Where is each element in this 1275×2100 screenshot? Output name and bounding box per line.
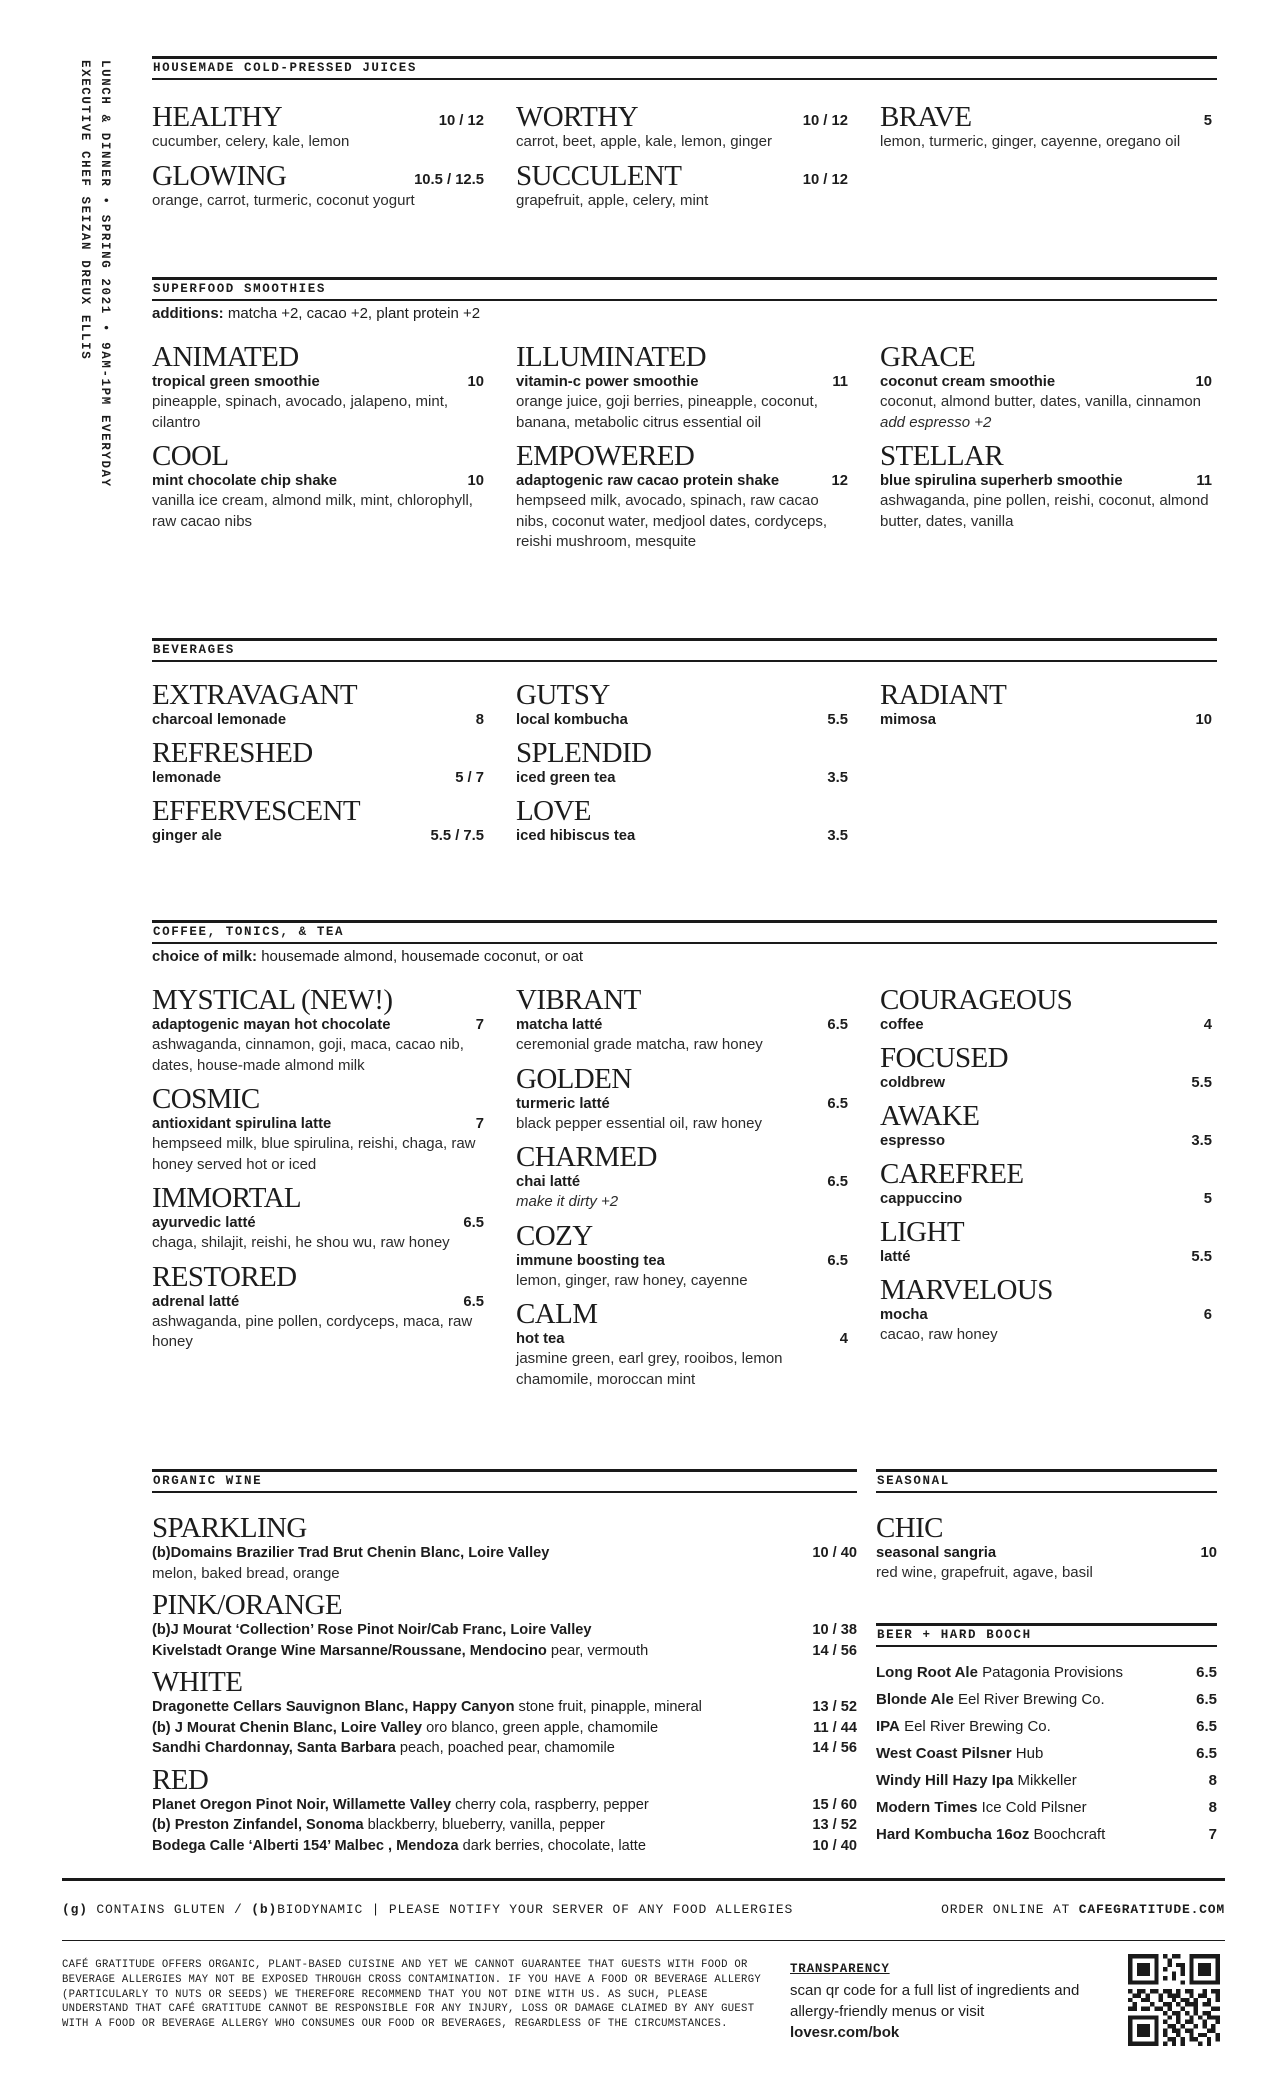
item-name: EXTRAVAGANT [152, 679, 358, 711]
item-name: LIGHT [880, 1216, 964, 1248]
wine-label: (b)J Mourat ‘Collection’ Rose Pinot Noir/Cab Franc, Loire Valley [152, 1622, 592, 1638]
item-sub: hot tea [516, 1331, 565, 1347]
wine-price: 13 / 52 [812, 1699, 857, 1715]
section-header: BEER + HARD BOOCH [876, 1623, 1217, 1647]
wine-price: 11 / 44 [813, 1719, 857, 1736]
wine-row [152, 1836, 857, 1857]
menu-item [516, 161, 848, 212]
item-desc: lemon, ginger, raw honey, cayenne [516, 1271, 748, 1289]
item-price: 11 [832, 374, 848, 390]
wine-list [152, 1513, 857, 1856]
item-desc-addon: add espresso +2 [880, 413, 992, 431]
item-price: 6.5 [827, 1017, 848, 1033]
menu-item [516, 102, 848, 153]
wine-group [152, 1667, 857, 1759]
wine-row [152, 1738, 857, 1759]
biodynamic-mark: (b) [251, 1902, 278, 1917]
beer-price: 8 [1208, 1799, 1217, 1816]
item-price: 12 [831, 473, 848, 489]
item-sub: cappuccino [880, 1191, 963, 1207]
menu-item [516, 738, 848, 788]
item-desc: red wine, grapefruit, agave, basil [876, 1564, 1093, 1581]
wine-label: (b) J Mourat Chenin Blanc, Loire Valley [152, 1719, 423, 1736]
item-price: 3.5 [827, 828, 848, 844]
smoothie-columns [152, 342, 1217, 561]
beer-price: 6.5 [1196, 1691, 1217, 1708]
column [152, 342, 484, 561]
item-sub: iced hibiscus tea [516, 828, 636, 844]
menu-item [880, 441, 1212, 532]
wine-group [152, 1590, 857, 1661]
item-sub: espresso [880, 1133, 945, 1149]
item-price: 5.5 / 7.5 [430, 828, 484, 844]
menu-item [516, 441, 848, 553]
item-desc: cacao, raw honey [880, 1326, 998, 1343]
item-price: 10 [1195, 374, 1212, 390]
item-name: GLOWING [152, 159, 287, 192]
item-sub: adaptogenic mayan hot chocolate [152, 1017, 391, 1033]
menu-item [152, 1262, 484, 1353]
wine-group-name: WHITE [152, 1666, 243, 1698]
menu-item [880, 985, 1212, 1035]
additions-label: additions: [152, 305, 224, 322]
beer-row [876, 1740, 1217, 1767]
menu-item [516, 1221, 848, 1292]
item-desc: carrot, beet, apple, kale, lemon, ginger [516, 133, 772, 150]
item-desc: lemon, turmeric, ginger, cayenne, oregano oil [880, 133, 1181, 150]
item-desc: ashwaganda, cinnamon, goji, maca, cacao nib, dates, house-made almond milk [152, 1036, 464, 1074]
menu-item [152, 1183, 484, 1254]
wine-desc: melon, baked bread, orange [152, 1564, 340, 1582]
item-name: CHARMED [516, 1141, 657, 1173]
menu-item [880, 1217, 1212, 1267]
wine-price: 13 / 52 [812, 1817, 857, 1833]
item-sub: immune boosting tea [516, 1252, 665, 1269]
item-price: 3.5 [1191, 1133, 1212, 1149]
item-price: 6.5 [827, 1174, 848, 1190]
transparency-text: scan qr code for a full list of ingredients and allergy-friendly menus or visit [790, 1982, 1080, 2020]
section-smoothies [152, 277, 1217, 561]
item-price: 5 / 7 [455, 770, 484, 786]
item-desc [516, 1192, 848, 1213]
item-sub: antioxidant spirulina latte [152, 1116, 332, 1132]
menu-item [516, 342, 848, 433]
item-price: 4 [1203, 1017, 1212, 1033]
wine-group-name: SPARKLING [152, 1512, 307, 1544]
section-seasonal [876, 1469, 1217, 1592]
column [152, 985, 484, 1398]
item-name: CALM [516, 1298, 598, 1330]
item-name: FOCUSED [880, 1042, 1008, 1074]
wine-notes: pear, vermouth [546, 1642, 649, 1659]
menu-item [880, 102, 1212, 153]
item-name: IMMORTAL [152, 1182, 302, 1214]
item-price: 10 / 12 [802, 113, 848, 129]
section-header: COFFEE, TONICS, & TEA [152, 920, 1217, 944]
transparency-block [790, 1962, 1110, 2043]
menu-item [152, 342, 484, 433]
item-name: ILLUMINATED [516, 341, 706, 373]
item-name: COOL [152, 440, 229, 472]
wine-notes: stone fruit, pinapple, mineral [514, 1699, 702, 1715]
item-name: COSMIC [152, 1083, 260, 1115]
item-name: LOVE [516, 795, 591, 827]
wine-row [152, 1641, 857, 1662]
additions-note [152, 305, 1217, 322]
item-sub: mint chocolate chip shake [152, 473, 338, 489]
beverage-columns [152, 680, 1217, 854]
item-price: 10 [1195, 712, 1212, 728]
item-name: GRACE [880, 341, 976, 373]
side-banner [75, 60, 115, 488]
section-coffee [152, 920, 1217, 1398]
item-name: EMPOWERED [516, 440, 695, 472]
item-name: REFRESHED [152, 737, 313, 769]
item-sub: latté [880, 1249, 911, 1265]
section-wine [152, 1469, 857, 1862]
item-price: 10 [467, 473, 484, 489]
item-sub: mocha [880, 1307, 928, 1323]
beer-label: Long Root Ale [876, 1664, 978, 1681]
item-name: MARVELOUS [880, 1274, 1053, 1306]
column [152, 102, 484, 219]
milk-note [152, 948, 1217, 965]
menu-item [152, 796, 484, 846]
menu-item [152, 680, 484, 730]
item-price: 5 [1203, 1191, 1212, 1207]
item-price: 6 [1203, 1307, 1212, 1323]
column [880, 342, 1212, 561]
beer-brewer: Ice Cold Pilsner [977, 1799, 1087, 1816]
wine-notes: cherry cola, raspberry, pepper [451, 1796, 649, 1813]
item-name: CHIC [876, 1512, 943, 1544]
item-name: EFFERVESCENT [152, 795, 361, 827]
item-name: SUCCULENT [516, 159, 682, 192]
item-price: 3.5 [827, 770, 848, 786]
beer-row [876, 1767, 1217, 1794]
menu-item [516, 1142, 848, 1213]
beer-row [876, 1794, 1217, 1821]
section-header: ORGANIC WINE [152, 1469, 857, 1493]
beer-row [876, 1659, 1217, 1686]
column [516, 985, 848, 1398]
section-header: SUPERFOOD SMOOTHIES [152, 277, 1217, 301]
item-desc: pineapple, spinach, avocado, jalapeno, mint, cilantro [152, 393, 449, 431]
item-price: 11 [1196, 473, 1212, 489]
column [880, 680, 1212, 854]
item-name: WORTHY [516, 101, 638, 133]
item-price: 5.5 [1191, 1075, 1212, 1091]
item-price: 6.5 [827, 1252, 848, 1269]
item-desc: ashwaganda, pine pollen, cordyceps, maca, raw honey [152, 1312, 473, 1350]
item-price: 10 [1200, 1545, 1217, 1561]
wine-notes: oro blanco, green apple, chamomile [422, 1719, 659, 1736]
beer-row [876, 1821, 1217, 1848]
item-name: ANIMATED [152, 341, 299, 373]
menu-item [516, 1299, 848, 1390]
menu-item [152, 985, 484, 1076]
wine-label: Dragonette Cellars Sauvignon Blanc, Happy Canyon [152, 1699, 515, 1715]
item-desc: hempseed milk, avocado, spinach, raw cacao nibs, coconut water, medjool dates, cordyceps, reishi mushroom, mesquite [516, 492, 828, 550]
wine-row [152, 1697, 857, 1718]
item-price: 8 [475, 712, 484, 728]
menu-item [880, 680, 1212, 730]
menu-item [516, 985, 848, 1056]
item-price: 5 [1203, 113, 1212, 129]
beer-brewer: Eel River Brewing Co. [899, 1718, 1051, 1735]
item-desc-text: coconut, almond butter, dates, vanilla, cinnamon [880, 393, 1202, 410]
item-sub: chai latté [516, 1174, 581, 1190]
item-desc: jasmine green, earl grey, rooibos, lemon chamomile, moroccan mint [516, 1350, 783, 1388]
item-sub: local kombucha [516, 712, 628, 728]
item-desc: hempseed milk, blue spirulina, reishi, chaga, raw honey served hot or iced [152, 1135, 476, 1173]
wine-group-name: PINK/ORANGE [152, 1589, 342, 1621]
menu-item [880, 1043, 1212, 1093]
column [516, 102, 848, 219]
item-price: 10 / 12 [802, 171, 848, 188]
order-site-link[interactable]: CAFEGRATITUDE.COM [1078, 1902, 1225, 1917]
section-beer [876, 1623, 1217, 1848]
wine-label: Planet Oregon Pinot Noir, Willamette Valley [152, 1796, 452, 1813]
item-desc: vanilla ice cream, almond milk, mint, chlorophyll, raw cacao nibs [152, 492, 473, 530]
item-price: 10.5 / 12.5 [414, 171, 484, 188]
wine-price: 10 / 38 [812, 1622, 857, 1638]
menu-item [880, 1275, 1212, 1346]
allergy-bar [62, 1902, 1225, 1917]
beer-row [876, 1686, 1217, 1713]
item-sub: adrenal latté [152, 1293, 240, 1310]
item-price: 4 [839, 1331, 848, 1347]
beer-brewer: Eel River Brewing Co. [953, 1691, 1105, 1708]
item-name: STELLAR [880, 440, 1004, 472]
item-sub: lemonade [152, 770, 222, 786]
item-name: HEALTHY [152, 101, 283, 133]
wine-group-name: RED [152, 1763, 209, 1796]
item-name: CAREFREE [880, 1158, 1024, 1190]
item-price: 6.5 [827, 1095, 848, 1112]
beer-brewer: Mikkeller [1013, 1772, 1077, 1789]
menu-item [880, 1101, 1212, 1151]
menu-item [152, 441, 484, 532]
menu-item [880, 1159, 1212, 1209]
item-desc: ceremonial grade matcha, raw honey [516, 1036, 763, 1053]
section-juices [152, 56, 1217, 219]
wine-label: (b)Domains Brazilier Trad Brut Chenin Blanc, Loire Valley [152, 1545, 550, 1561]
wine-row [152, 1795, 857, 1816]
menu-item [152, 161, 484, 212]
item-price: 5.5 [827, 712, 848, 728]
beer-price: 6.5 [1196, 1745, 1217, 1762]
item-sub: mimosa [880, 712, 936, 728]
section-beverages [152, 638, 1217, 854]
section-header: SEASONAL [876, 1469, 1217, 1493]
item-sub: coldbrew [880, 1075, 945, 1091]
transparency-link[interactable]: lovesr.com/bok [790, 2024, 900, 2041]
item-sub: iced green tea [516, 770, 616, 786]
section-header: BEVERAGES [152, 638, 1217, 662]
item-name: RADIANT [880, 679, 1007, 711]
allergy-disclaimer: CAFÉ GRATITUDE OFFERS ORGANIC, PLANT-BASED CUISINE AND YET WE CANNOT GUARANTEE THAT GUESTS WITH FOOD OR BEVERAGE ALLERGIES MAY NOT BE EXPOSED THROUGH CROSS CONTAMINATION. IF YOU HAVE A FOOD OR BEVERAGE ALLERGY (PARTICULARLY TO NUTS OR SEEDS) WE THEREFORE RECOMMEND THAT YOU NOT DINE WITH US. AS SUCH, PLEASE UNDERSTAND THAT CAFÉ GRATITUDE CANNOT BE RESPONSIBLE FOR ANY INJURY, LOSS OR DAMAGE CLAIMED BY ANY GUEST WITH A FOOD OR BEVERAGE ALLERGY WHO CONSUMES OUR FOOD OR BEVERAGES, REGARDLESS OF THE CIRCUMSTANCES. [62, 1959, 762, 2031]
column [152, 680, 484, 854]
item-sub: coconut cream smoothie [880, 374, 1056, 390]
item-sub: seasonal sangria [876, 1545, 997, 1561]
menu-item [516, 796, 848, 846]
item-sub: coffee [880, 1017, 924, 1033]
wine-row [152, 1718, 857, 1739]
item-name: COZY [516, 1219, 593, 1252]
item-desc: cucumber, celery, kale, lemon [152, 133, 350, 150]
wine-row [152, 1815, 857, 1836]
menu-item [516, 1064, 848, 1135]
wine-label: Kivelstadt Orange Wine Marsanne/Roussane, Mendocino [152, 1642, 547, 1659]
beer-price: 6.5 [1196, 1664, 1217, 1681]
item-sub: tropical green smoothie [152, 374, 320, 390]
item-sub: ayurvedic latté [152, 1215, 256, 1231]
section-header: HOUSEMADE COLD-PRESSED JUICES [152, 56, 1217, 80]
beer-label: IPA [876, 1718, 900, 1735]
item-desc: black pepper essential oil, raw honey [516, 1114, 762, 1132]
beer-price: 6.5 [1196, 1718, 1217, 1735]
wine-price: 14 / 56 [812, 1642, 857, 1659]
beer-label: West Coast Pilsner [876, 1745, 1012, 1762]
gluten-mark: (g) [62, 1902, 88, 1917]
item-sub: blue spirulina superherb smoothie [880, 473, 1123, 489]
item-desc: orange juice, goji berries, pineapple, coconut, banana, metabolic citrus essential oil [516, 393, 818, 431]
order-online [941, 1902, 1225, 1917]
menu-item [876, 1513, 1217, 1584]
item-desc-addon: make it dirty +2 [516, 1193, 619, 1210]
beer-brewer: Patagonia Provisions [977, 1664, 1124, 1681]
footer-divider [62, 1878, 1225, 1881]
item-price: 10 [467, 374, 484, 390]
item-desc: grapefruit, apple, celery, mint [516, 191, 709, 209]
item-desc: chaga, shilajit, reishi, he shou wu, raw honey [152, 1234, 450, 1251]
item-price: 6.5 [463, 1215, 484, 1231]
item-name: COURAGEOUS [880, 984, 1073, 1016]
beer-label: Modern Times [876, 1799, 978, 1816]
wine-group [152, 1765, 857, 1857]
beer-brewer: Boochcraft [1029, 1826, 1106, 1843]
wine-label: Bodega Calle ‘Alberti 154’ Malbec , Mendoza [152, 1837, 459, 1854]
wine-price: 10 / 40 [812, 1545, 857, 1561]
gluten-text: CONTAINS GLUTEN / [87, 1902, 252, 1917]
item-name: GUTSY [516, 679, 610, 711]
item-sub: matcha latté [516, 1017, 603, 1033]
item-name: MYSTICAL (NEW!) [152, 984, 393, 1016]
menu-item [152, 738, 484, 788]
menu-item [152, 102, 484, 153]
column [880, 102, 1212, 219]
item-name: SPLENDID [516, 737, 652, 769]
transparency-title: TRANSPARENCY [790, 1962, 890, 1976]
item-name: BRAVE [880, 101, 972, 133]
menu-item [880, 342, 1212, 433]
beer-row [876, 1713, 1217, 1740]
wine-group [152, 1513, 857, 1584]
item-price: 10 / 12 [438, 113, 484, 129]
wine-label: (b) Preston Zinfandel, Sonoma [152, 1817, 364, 1833]
additions-text: matcha +2, cacao +2, plant protein +2 [227, 305, 481, 322]
order-text: ORDER ONLINE AT [941, 1902, 1079, 1917]
wine-label: Sandhi Chardonnay, Santa Barbara [152, 1740, 396, 1756]
column [880, 985, 1212, 1398]
item-name: GOLDEN [516, 1062, 632, 1095]
item-price: 5.5 [1191, 1249, 1212, 1265]
item-sub: charcoal lemonade [152, 712, 287, 728]
item-name: VIBRANT [516, 984, 641, 1016]
item-desc [880, 392, 1212, 433]
column [516, 342, 848, 561]
milk-text: housemade almond, housemade coconut, or oat [261, 948, 584, 965]
column [516, 680, 848, 854]
wine-row [152, 1620, 857, 1641]
wine-notes: peach, poached pear, chamomile [395, 1740, 615, 1756]
beer-price: 7 [1208, 1826, 1217, 1843]
menu-item [516, 680, 848, 730]
milk-label: choice of milk: [152, 948, 258, 965]
beer-brewer: Hub [1011, 1745, 1044, 1762]
footer-divider [62, 1940, 1225, 1941]
wine-price: 15 / 60 [812, 1796, 857, 1813]
item-sub: ginger ale [152, 828, 222, 844]
side-hours: LUNCH & DINNER • SPRING 2021 • 9AM-1PM EVERYDAY [98, 60, 112, 488]
juice-columns [152, 102, 1217, 219]
beer-list [876, 1659, 1217, 1848]
beer-price: 8 [1208, 1772, 1217, 1789]
wine-price: 10 / 40 [812, 1837, 857, 1854]
biodynamic-text: BIODYNAMIC | PLEASE NOTIFY YOUR SERVER OF ANY FOOD ALLERGIES [277, 1902, 794, 1917]
wine-row [152, 1543, 857, 1564]
menu-item [152, 1084, 484, 1175]
beer-label: Windy Hill Hazy Ipa [876, 1772, 1014, 1789]
item-desc: ashwaganda, pine pollen, reishi, coconut, almond butter, dates, vanilla [880, 492, 1209, 530]
item-price: 7 [475, 1017, 484, 1033]
allergy-legend [62, 1902, 793, 1917]
beer-label: Blonde Ale [876, 1691, 954, 1708]
wine-price: 14 / 56 [812, 1740, 857, 1756]
item-sub: adaptogenic raw cacao protein shake [516, 473, 780, 489]
side-chef: EXECUTIVE CHEF SEIZAN DREUX ELLIS [78, 60, 92, 361]
item-sub: turmeric latté [516, 1095, 610, 1112]
item-name: AWAKE [880, 1100, 980, 1132]
beer-label: Hard Kombucha 16oz [876, 1826, 1030, 1843]
item-price: 7 [475, 1116, 484, 1132]
wine-notes: dark berries, chocolate, latte [458, 1837, 646, 1854]
item-desc: orange, carrot, turmeric, coconut yogurt [152, 191, 415, 209]
item-sub: vitamin-c power smoothie [516, 374, 699, 390]
item-price: 6.5 [463, 1293, 484, 1310]
qr-code-icon[interactable] [1128, 1954, 1220, 2046]
coffee-columns [152, 985, 1217, 1398]
wine-notes: blackberry, blueberry, vanilla, pepper [363, 1817, 605, 1833]
item-name: RESTORED [152, 1260, 297, 1293]
